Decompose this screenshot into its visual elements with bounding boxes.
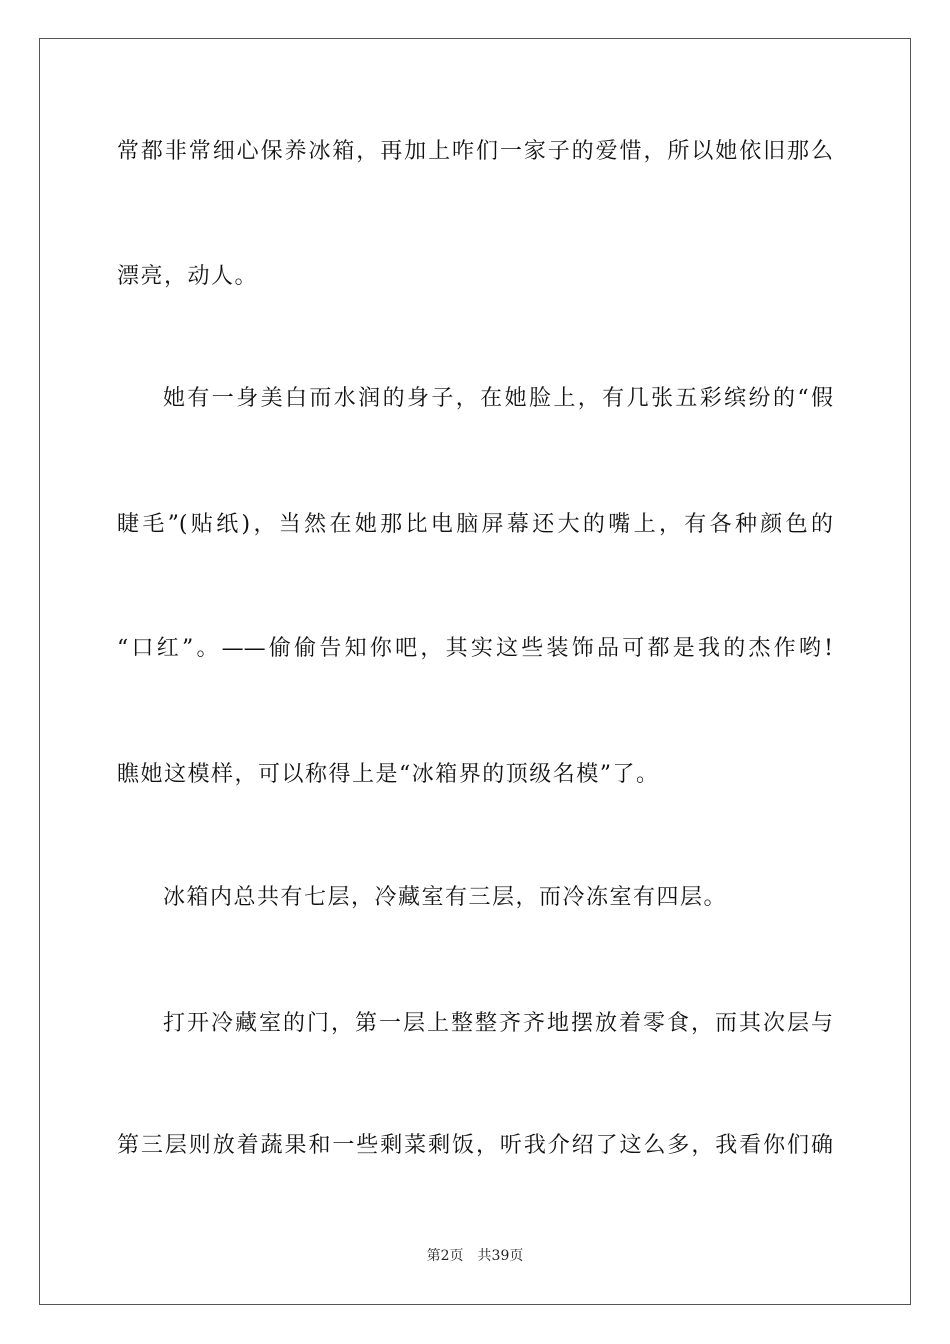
paragraph-line: 打开冷藏室的门，第一层上整整齐齐地摆放着零食，而其次层与 [163,1011,833,1036]
page-number: 第2页 [426,1248,464,1264]
paragraph-line: 瞧她这模样，可以称得上是“冰箱界的顶级名模”了。 [117,762,660,787]
page-footer [0,1246,950,1266]
paragraph-line: 冰箱内总共有七层，冷藏室有三层，而冷冻室有四层。 [163,885,728,910]
page-total: 共39页 [477,1248,524,1264]
paragraph-line: 常都非常细心保养冰箱，再加上咋们一家子的爱惜，所以她依旧那么 [117,139,833,164]
paragraph-line: 漂亮，动人。 [117,264,259,289]
paragraph-line: “口红”。——偷偷告知你吧，其实这些装饰品可都是我的杰作哟! [117,636,833,661]
paragraph-line: 睫毛”(贴纸)，当然在她那比电脑屏幕还大的嘴上，有各种颜色的 [117,512,833,537]
paragraph-line: 第三层则放着蔬果和一些剩菜剩饭，听我介绍了这么多，我看你们确 [117,1133,833,1158]
paragraph-line: 她有一身美白而水润的身子，在她脸上，有几张五彩缤纷的“假 [163,386,833,411]
page-border [39,38,911,1305]
